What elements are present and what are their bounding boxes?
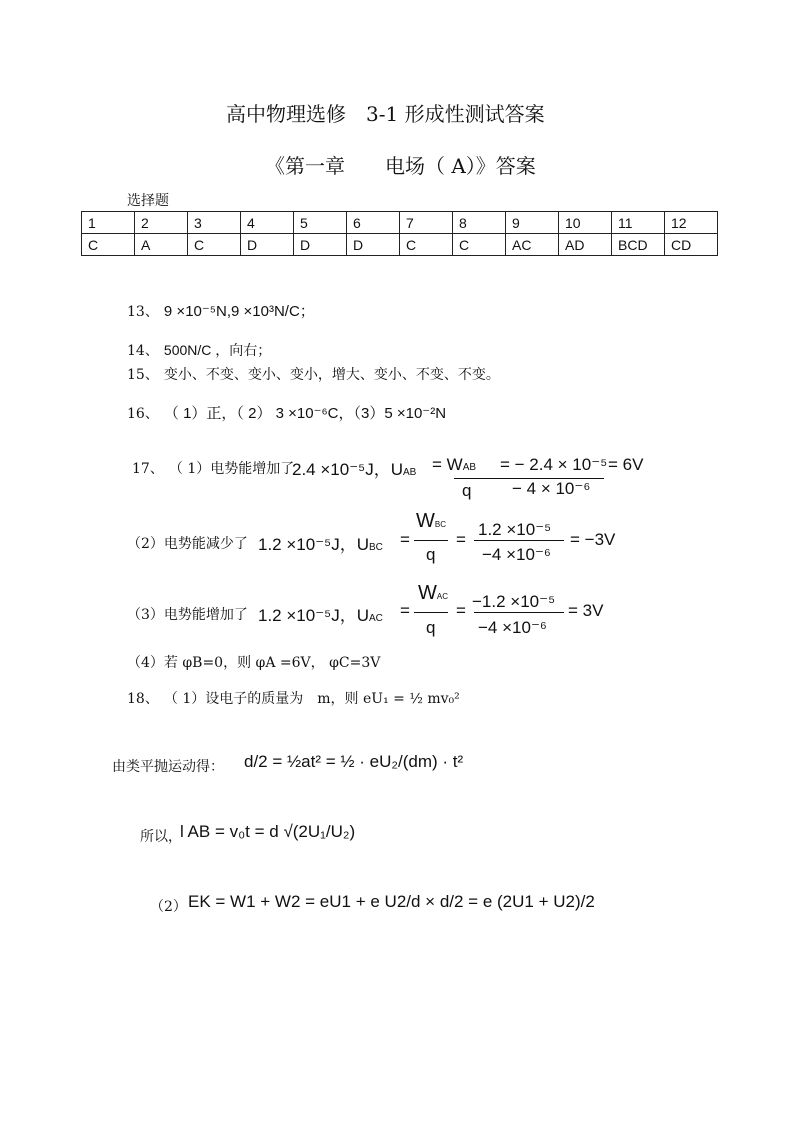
chapter-title: 《第一章 电场（ A）》答案 — [265, 154, 536, 178]
q17-p2-result: = −3V — [570, 530, 616, 549]
table-cell: CD — [665, 234, 718, 256]
question-number: 17、 — [132, 461, 164, 477]
fraction-line — [474, 612, 564, 613]
table-cell: 2 — [135, 212, 188, 234]
table-cell: C — [453, 234, 506, 256]
q17-p1-numerator: = − 2.4 × 10⁻⁵ — [500, 455, 608, 474]
table-cell: 5 — [294, 212, 347, 234]
table-row-answers — [82, 234, 718, 256]
q17-p3-value: 1.2 ×10⁻⁵J，UAC — [258, 606, 383, 625]
table-cell: 1 — [82, 212, 135, 234]
part-text: （ 1）设电子的质量为 m，则 eU₁ = ½ mv₀² — [163, 691, 460, 707]
table-row-numbers — [82, 212, 718, 234]
table-cell: C — [400, 234, 453, 256]
table-cell: 9 — [506, 212, 559, 234]
q17-p3-numerator: −1.2 ×10⁻⁵ — [472, 592, 556, 611]
question-15 — [127, 364, 500, 384]
question-number: 13、 — [127, 304, 159, 320]
table-cell: 12 — [665, 212, 718, 234]
answer-text: （ 1）正，（ 2） 3 ×10⁻⁶C，（3）5 ×10⁻²N — [163, 405, 447, 422]
choice-label: 选择题 — [127, 193, 169, 209]
question-17-part-1 — [132, 458, 294, 478]
q-denominator: q — [426, 545, 436, 564]
question-17-part-2: （2）电势能减少了 — [127, 536, 248, 552]
part-text: （ 1）电势能增加了 — [168, 461, 295, 477]
q17-p2-numerator: 1.2 ×10⁻⁵ — [478, 520, 552, 539]
table-cell: 10 — [559, 212, 612, 234]
fraction-line — [414, 540, 448, 541]
table-cell: A — [135, 234, 188, 256]
table-cell: D — [347, 234, 400, 256]
equals-sign: = — [400, 530, 410, 549]
q17-p2-denominator: −4 ×10⁻⁶ — [482, 545, 551, 564]
question-14 — [127, 340, 271, 360]
table-cell: C — [188, 234, 241, 256]
q17-p1-value: 2.4 ×10⁻⁵J，UAB — [292, 460, 417, 479]
q17-p3-w: WAC — [418, 582, 449, 604]
question-17-part-3: （3）电势能增加了 — [127, 607, 248, 623]
q17-p3-result: = 3V — [568, 601, 604, 620]
q17-p2-value: 1.2 ×10⁻⁵J，UBC — [258, 535, 383, 554]
motion-equation: d/2 = ½at² = ½ · eU₂/(dm) · t² — [244, 752, 464, 771]
equals-sign: = — [456, 530, 466, 549]
table-cell: 6 — [347, 212, 400, 234]
fraction-line — [414, 612, 448, 613]
question-18-part-1 — [127, 688, 460, 708]
q17-p2-w: WBC — [416, 510, 447, 532]
table-cell: 8 — [453, 212, 506, 234]
question-16 — [127, 402, 446, 423]
q-denominator: q — [426, 618, 436, 637]
page-title: 高中物理选修 3-1 形成性测试答案 — [226, 102, 545, 126]
question-13 — [127, 300, 315, 321]
equals-sign: = — [456, 601, 466, 620]
table-cell: D — [241, 234, 294, 256]
question-number: 16、 — [127, 406, 159, 422]
answer-text: 9 ×10⁻⁵N,9 ×10³N/C； — [163, 303, 315, 320]
q17-p1-denominator-q: q — [462, 481, 472, 500]
answer-text: 500N/C ，向右； — [163, 342, 272, 358]
energy-equation: EK = W1 + W2 = eU1 + e U2/d × d/2 = e (2U1 + U2)/2 — [188, 892, 595, 911]
answer-table — [81, 211, 718, 256]
question-number: 18、 — [127, 691, 159, 707]
q17-p1-result: = 6V — [608, 455, 644, 474]
table-cell: 3 — [188, 212, 241, 234]
so-label: 所以， — [140, 829, 182, 845]
table-cell: 4 — [241, 212, 294, 234]
question-17-part-4: （4）若 φB=0，则 φA =6V， φC=3V — [127, 655, 381, 671]
q17-p3-denominator: −4 ×10⁻⁶ — [478, 618, 547, 637]
answer-text: 变小、不变、变小、变小，增大、变小、不变、不变。 — [163, 367, 500, 383]
q17-p1-eq: = WAB — [432, 455, 477, 474]
table-cell: BCD — [612, 234, 665, 256]
q17-p1-denominator: − 4 × 10⁻⁶ — [512, 479, 591, 498]
table-cell: AD — [559, 234, 612, 256]
so-equation: l AB = v₀t = d √(2U₁/U₂) — [180, 822, 356, 841]
fraction-line — [474, 540, 564, 541]
question-number: 15、 — [127, 367, 159, 383]
table-cell: D — [294, 234, 347, 256]
equals-sign: = — [400, 601, 410, 620]
question-number: 14、 — [127, 343, 159, 359]
table-cell: C — [82, 234, 135, 256]
motion-label: 由类平抛运动得： — [112, 759, 224, 775]
table-cell: 11 — [612, 212, 665, 234]
question-18-part-2: （2） — [150, 899, 187, 915]
table-cell: 7 — [400, 212, 453, 234]
table-cell: AC — [506, 234, 559, 256]
